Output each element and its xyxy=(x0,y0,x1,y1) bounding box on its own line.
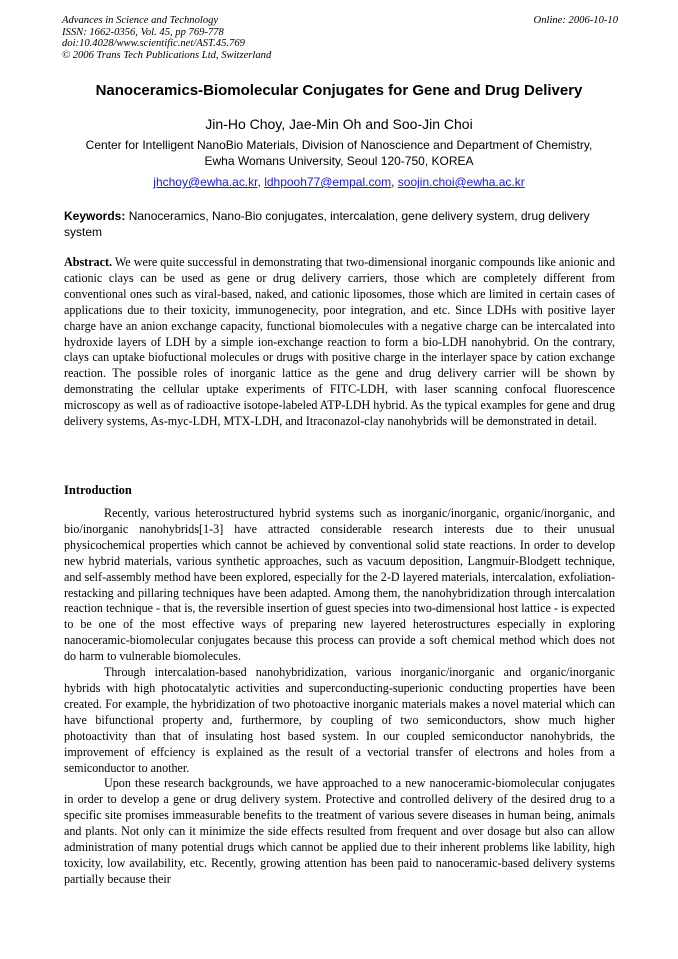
intro-paragraph-2: Through intercalation-based nanohybridization, various inorganic/inorganic and organic/inorganic hybrids with high photocatalytic activities and superconducting-superionic conducting properties have been created. For example, the hybridization of two photoactive inorganic materials makes a novel material which can have bifunctional property and, furthermore, by coupling of two semiconductors, show much higher photoactivity than that of insulating host based system. In our coupled semiconductor nanohybrids, the improvement of effciency is explained as the result of a vectorial transfer of electrons and holes from a semiconductor to another. xyxy=(64,665,615,775)
email-link-choy[interactable]: jhchoy@ewha.ac.kr xyxy=(153,175,258,189)
doi-line: doi:10.4028/www.scientific.net/AST.45.769 xyxy=(62,38,245,50)
keywords-text: Nanoceramics, Nano-Bio conjugates, intercalation, gene delivery system, drug delivery system xyxy=(64,209,590,239)
introduction-heading: Introduction xyxy=(64,483,132,497)
abstract xyxy=(64,255,615,430)
affiliation xyxy=(0,138,678,169)
keywords xyxy=(64,209,615,240)
copyright-line: © 2006 Trans Tech Publications Ltd, Switzerland xyxy=(62,49,272,61)
online-date: Online: 2006-10-10 xyxy=(533,15,618,26)
abstract-label: Abstract. xyxy=(64,255,113,269)
journal-header xyxy=(62,15,618,61)
email-link-choi[interactable]: soojin.choi@ewha.ac.kr xyxy=(397,175,525,189)
email-separator: , xyxy=(391,175,398,189)
paper-title: Nanoceramics-Biomolecular Conjugates for Gene and Drug Delivery xyxy=(95,82,583,99)
issn-line: ISSN: 1662-0356, Vol. 45, pp 769-778 xyxy=(62,26,224,38)
keywords-label: Keywords: xyxy=(64,209,126,223)
intro-paragraph-1: Recently, various heterostructured hybrid systems such as inorganic/inorganic, organic/inorganic, and bio/inorganic nanohybrids[1-3] have attracted considerable research interests due to their unusual physicochemical properties which cannot be achieved by conventional solid state reactions. In order to develop new hybrid materials, various synthetic approaches, such as vacuum deposition, Langmuir-Blodgett technique, and self-assembly method have been explored, especially for the 2-D layered materials, intercalation, exfoliation-restacking and pillaring techniques have been adapted. Among them, the nanohybridization through intercalation reaction technique - that is, the reversible insertion of guest species into two-dimensional host lattice - is expected to be one of the most effective ways of preparing new layered heterostructures especially in exploring nanoceramic-biomolecular conjugates because this process can provide a soft chemical method which does not do harm to vulnerable biomolecules. xyxy=(64,506,615,664)
email-separator: , xyxy=(257,175,265,189)
journal-name: Advances in Science and Technology xyxy=(62,15,219,26)
affiliation-line-2: Ewha Womans University, Seoul 120-750, KOREA xyxy=(204,153,474,168)
email-link-oh[interactable]: ldhpooh77@empal.com xyxy=(264,175,392,189)
abstract-text: We were quite successful in demonstrating that two-dimensional inorganic compounds like anionic and cationic clays can be used as gene or drug delivery carriers, those which are completely different from conventional ones such as viral-based, naked, and cationic liposomes, those which are limited in certain cases of applications due to their toxicity, immunogenecity, poor integration, and etc. Since LDHs with positive layer charge have an anion exchange capacity, functional biomolecules with a negative charge can be intercalated into hydroxide layers of LDH by a simple ion-exchange reaction to form a bio-LDH nanohybrid. On the contrary, clays can uptake biofuctional molecules or drugs with positive charge in the interlayer space by cation exchange reaction. The possible roles of inorganic lattice as the gene and drug delivery carrier will be shown by demonstrating the cellular uptake experiments of FITC-LDH, with laser scanning confocal fluorescence microscopy as well as of radioactive isotope-labeled ATP-LDH hybrid. As the typical examples for gene and drug delivery systems, As-myc-LDH, MTX-LDH, and Itraconazol-clay nanohybrids will be demonstrated in detail. xyxy=(64,255,615,429)
introduction-body xyxy=(64,506,615,888)
intro-paragraph-3: Upon these research backgrounds, we have approached to a new nanoceramic-biomolecular conjugates in order to develop a gene or drug delivery system. Protective and controlled delivery of the desired drug to a specific site promises immeasurable benefits to the treatment of various severe diseases in human being, animals and plants. Not only can it minimize the side effects resulted from frequent and over dosage but also can allow administration of many potential drugs which cannot be applied due to their inherent problems like lability, high toxicity, low availability, etc. Recently, growing attention has been paid to nanoceramic-based delivery systems partially because their xyxy=(64,776,615,886)
email-list xyxy=(0,175,678,189)
author-list: Jin-Ho Choy, Jae-Min Oh and Soo-Jin Choi xyxy=(205,116,473,132)
affiliation-line-1: Center for Intelligent NanoBio Materials, Division of Nanoscience and Department of Chemistry, xyxy=(85,138,593,152)
